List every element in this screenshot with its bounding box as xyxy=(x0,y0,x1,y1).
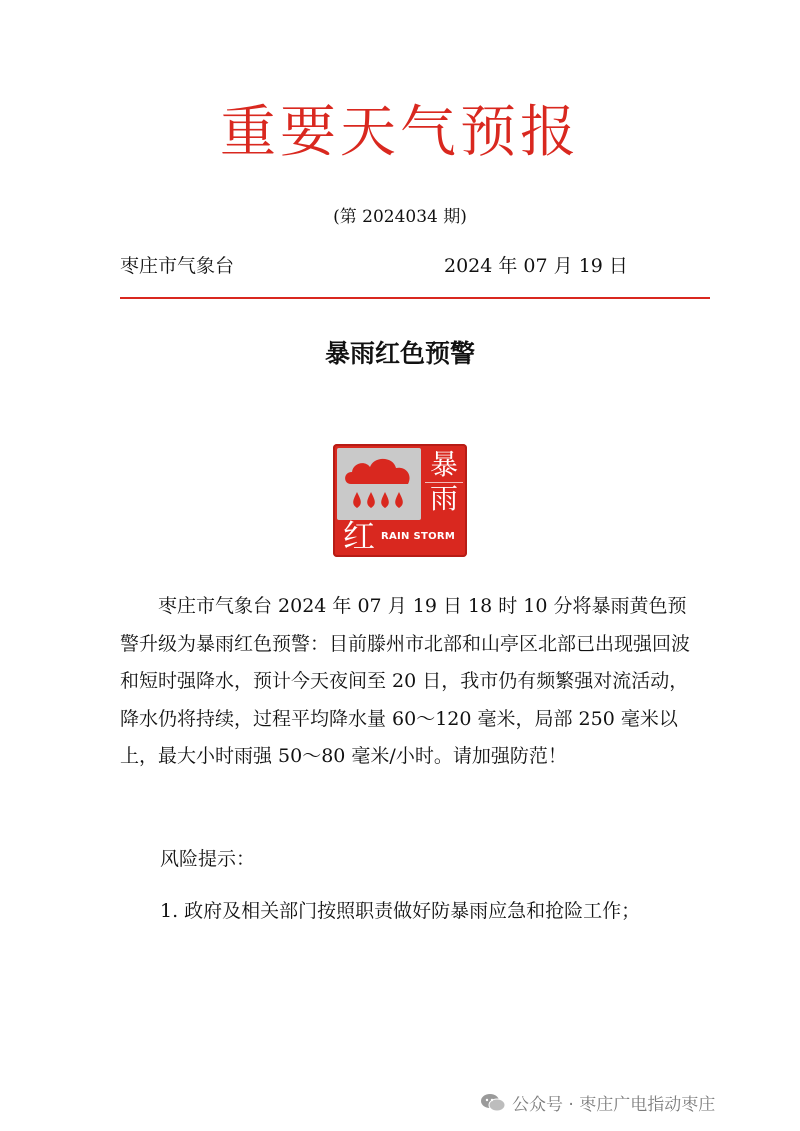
rain-cloud-icon xyxy=(337,448,421,520)
sign-char-bao: 暴 xyxy=(429,448,458,481)
risk-heading: 风险提示： xyxy=(160,848,256,870)
issue-date: 2024 年 07 月 19 日 xyxy=(444,255,628,277)
sign-color-char: 红 xyxy=(342,517,375,555)
masthead-title: 重要天气预报 xyxy=(220,100,580,165)
watermark xyxy=(480,1090,715,1115)
warning-body xyxy=(120,588,690,776)
rainstorm-red-warning-icon xyxy=(333,444,467,557)
risk-item: 1. 政府及相关部门按照职责做好防暴雨应急和抢险工作； xyxy=(160,900,641,922)
document-title: 暴雨红色预警 xyxy=(324,339,475,368)
wechat-icon xyxy=(480,1093,506,1113)
issue-number: (第 2024034 期) xyxy=(333,207,467,227)
sign-english-label: RAIN STORM xyxy=(381,531,456,542)
header-divider xyxy=(120,297,710,299)
issuer-name: 枣庄市气象台 xyxy=(120,255,235,277)
sign-char-yu: 雨 xyxy=(429,482,458,515)
watermark-text: 公众号 · 枣庄广电指动枣庄 xyxy=(512,1095,716,1115)
warning-paragraph: 枣庄市气象台 2024 年 07 月 19 日 18 时 10 分将暴雨黄色预警升级为暴雨红色预警：目前滕州市北部和山亭区北部已出现强回波和短时强降水，预计今天夜间至 20 日，我市仍有频繁强对流活动，降水仍将持续，过程平均降水量 60～120 毫米，局部 250 毫米以上，最大小时雨强 50～80 毫米/小时。请加强防范！ xyxy=(120,595,691,767)
